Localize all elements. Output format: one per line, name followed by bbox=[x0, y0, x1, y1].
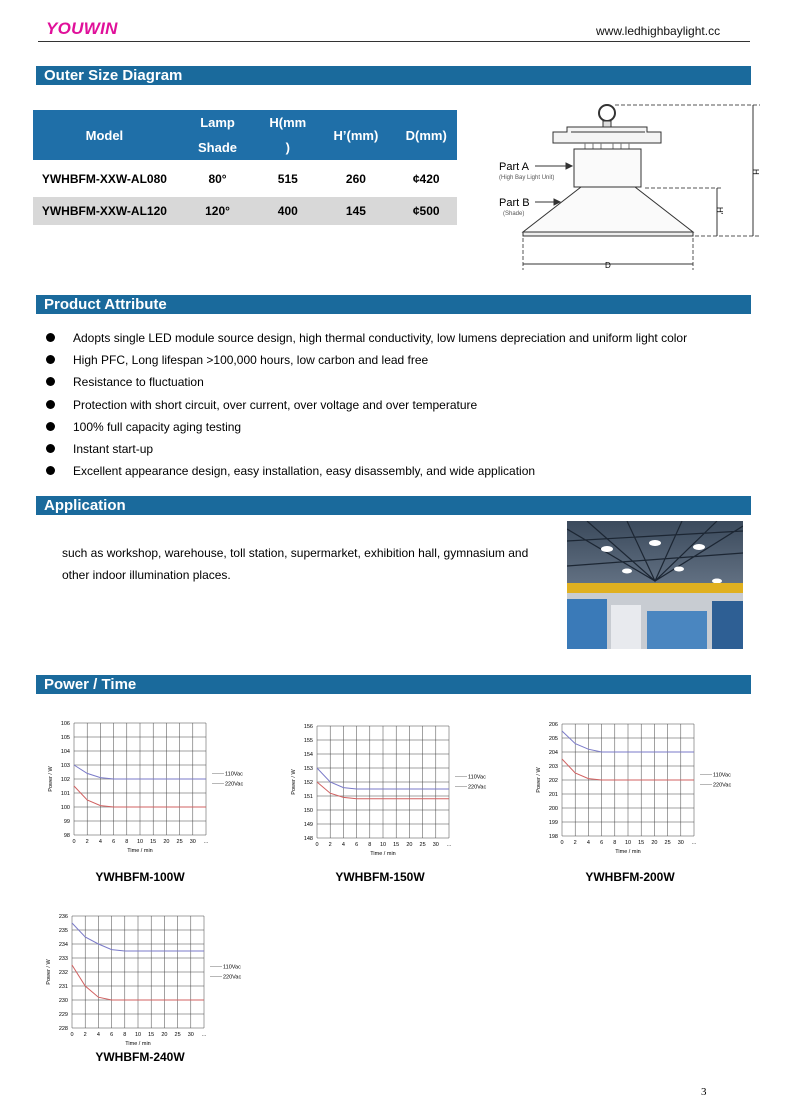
spec-table bbox=[33, 110, 457, 225]
x-tick-label: 4 bbox=[341, 842, 345, 848]
chart-title: YWHBFM-150W bbox=[335, 870, 425, 884]
table-row bbox=[33, 197, 457, 225]
y-tick-label: 198 bbox=[548, 834, 558, 840]
cell-lamp-shade: 120° bbox=[176, 197, 259, 225]
bullet-icon bbox=[46, 333, 55, 342]
power-chart-1 bbox=[40, 715, 260, 865]
part-b-sublabel: (Shade) bbox=[503, 211, 525, 217]
x-tick-label: 30 bbox=[187, 1032, 194, 1038]
cell-model: YWHBFM-XXW-AL080 bbox=[41, 171, 167, 186]
power-chart-4 bbox=[38, 908, 258, 1058]
outer-size-diagram bbox=[495, 100, 765, 275]
cell-h-prime: 145 bbox=[316, 197, 395, 225]
x-tick-label: 6 bbox=[355, 842, 359, 848]
cell-d: ¢500 bbox=[395, 197, 457, 225]
x-tick-label: 6 bbox=[110, 1032, 114, 1038]
x-tick-label: 15 bbox=[393, 842, 400, 848]
cell-h: 400 bbox=[259, 197, 316, 225]
y-tick-label: 203 bbox=[548, 764, 558, 770]
y-tick-label: 233 bbox=[58, 956, 68, 962]
legend-label: 110Vac bbox=[223, 964, 241, 971]
x-tick-label: 15 bbox=[148, 1032, 155, 1038]
header-h: H(mm bbox=[259, 110, 316, 135]
legend-label: 220Vac bbox=[713, 782, 732, 789]
legend-label: 110Vac bbox=[713, 772, 731, 779]
x-axis-label: Time / min bbox=[127, 848, 153, 854]
y-tick-label: 236 bbox=[58, 914, 68, 920]
y-tick-label: 202 bbox=[548, 778, 558, 784]
x-tick-label: 30 bbox=[432, 842, 439, 848]
x-axis-label: Time / min bbox=[125, 1041, 151, 1047]
section-title-power-time: Power / Time bbox=[36, 675, 751, 694]
x-tick-label: 10 bbox=[624, 840, 632, 846]
y-tick-label: 155 bbox=[303, 738, 313, 744]
x-axis-label: Time / min bbox=[370, 851, 396, 857]
y-tick-label: 151 bbox=[303, 794, 313, 800]
chart-title: YWHBFM-200W bbox=[585, 870, 675, 884]
brand-logo-text: YOUWIN bbox=[46, 19, 118, 38]
y-axis-label: Power / W bbox=[536, 767, 542, 793]
x-tick-label: 2 bbox=[328, 842, 332, 848]
x-tick-label: ... bbox=[203, 839, 209, 845]
x-tick-label: ... bbox=[446, 842, 452, 848]
x-tick-label: 10 bbox=[379, 842, 387, 848]
y-tick-label: 232 bbox=[58, 970, 68, 976]
part-a-sublabel: (High Bay Light Unit) bbox=[499, 175, 555, 181]
x-tick-label: 2 bbox=[85, 839, 89, 845]
x-tick-label: 15 bbox=[638, 840, 645, 846]
cell-h-prime: 260 bbox=[345, 171, 366, 186]
x-tick-label: 25 bbox=[176, 839, 183, 845]
cell-h: 515 bbox=[277, 171, 298, 186]
hanging-ring-icon bbox=[599, 105, 615, 121]
power-chart-3 bbox=[528, 716, 748, 866]
cell-d: ¢420 bbox=[412, 171, 440, 186]
x-tick-label: 25 bbox=[664, 840, 671, 846]
header-d: D(mm) bbox=[395, 110, 457, 160]
application-description: such as workshop, warehouse, toll station, supermarket, exhibition hall, gymnasium and other indoor illumination places. bbox=[62, 546, 529, 582]
part-a-label: Part A bbox=[499, 161, 529, 173]
y-tick-label: 234 bbox=[58, 942, 68, 948]
dimension-h-prime-label: H' bbox=[715, 207, 724, 215]
x-tick-label: 30 bbox=[189, 839, 196, 845]
x-tick-label: 30 bbox=[677, 840, 684, 846]
x-tick-label: 0 bbox=[72, 839, 76, 845]
header-divider bbox=[38, 41, 750, 42]
x-tick-label: 15 bbox=[150, 839, 157, 845]
bullet-icon bbox=[46, 377, 55, 386]
y-tick-label: 201 bbox=[548, 792, 558, 798]
header-shade: Shade bbox=[176, 135, 259, 160]
y-tick-label: 99 bbox=[63, 819, 70, 825]
x-tick-label: 0 bbox=[70, 1032, 74, 1038]
header-h-close: ) bbox=[259, 135, 316, 160]
cell-model: YWHBFM-XXW-AL120 bbox=[33, 197, 176, 225]
power-chart-2 bbox=[283, 718, 503, 868]
part-b-label: Part B bbox=[499, 197, 530, 209]
x-tick-label: 20 bbox=[651, 840, 658, 846]
x-tick-label: 20 bbox=[161, 1032, 168, 1038]
y-tick-label: 152 bbox=[303, 780, 313, 786]
website-url[interactable]: www.ledhighbaylight.cc bbox=[596, 24, 721, 38]
x-tick-label: 25 bbox=[419, 842, 426, 848]
y-tick-label: 231 bbox=[58, 984, 68, 990]
y-tick-label: 149 bbox=[303, 822, 313, 828]
bullet-icon bbox=[46, 466, 55, 475]
x-tick-label: 6 bbox=[112, 839, 116, 845]
x-tick-label: 20 bbox=[406, 842, 413, 848]
y-tick-label: 228 bbox=[58, 1026, 68, 1032]
y-tick-label: 204 bbox=[548, 750, 558, 756]
y-tick-label: 200 bbox=[548, 806, 558, 812]
x-tick-label: 8 bbox=[368, 842, 372, 848]
y-tick-label: 104 bbox=[60, 749, 70, 755]
x-tick-label: 20 bbox=[163, 839, 170, 845]
x-tick-label: 4 bbox=[98, 839, 102, 845]
y-tick-label: 229 bbox=[58, 1012, 68, 1018]
bullet-icon bbox=[46, 355, 55, 364]
x-tick-label: 10 bbox=[136, 839, 144, 845]
x-tick-label: ... bbox=[691, 840, 697, 846]
y-tick-label: 205 bbox=[548, 736, 558, 742]
cell-lamp-shade: 80° bbox=[208, 171, 227, 186]
y-tick-label: 100 bbox=[60, 805, 70, 811]
dimension-d-label: D bbox=[605, 261, 611, 270]
y-axis-label: Power / W bbox=[291, 769, 297, 795]
x-tick-label: 2 bbox=[573, 840, 577, 846]
y-tick-label: 230 bbox=[58, 998, 68, 1004]
header-lamp: Lamp bbox=[176, 110, 259, 135]
x-tick-label: 0 bbox=[315, 842, 319, 848]
y-tick-label: 156 bbox=[303, 724, 313, 730]
y-tick-label: 154 bbox=[303, 752, 313, 758]
x-tick-label: 6 bbox=[600, 840, 604, 846]
y-tick-label: 235 bbox=[58, 928, 68, 934]
x-tick-label: 8 bbox=[123, 1032, 127, 1038]
y-tick-label: 148 bbox=[303, 836, 313, 842]
warehouse-photo bbox=[567, 521, 743, 649]
header-model: Model bbox=[33, 110, 176, 160]
bullet-icon bbox=[46, 422, 55, 431]
y-tick-label: 98 bbox=[63, 833, 70, 839]
page-number: 3 bbox=[701, 1086, 707, 1098]
chart-title: YWHBFM-240W bbox=[95, 1050, 185, 1064]
y-tick-label: 199 bbox=[548, 820, 558, 826]
bullet-icon bbox=[46, 444, 55, 453]
x-tick-label: 10 bbox=[134, 1032, 142, 1038]
table-row bbox=[33, 160, 457, 197]
x-tick-label: 4 bbox=[96, 1032, 100, 1038]
header-h-prime: H’(mm) bbox=[316, 110, 395, 160]
x-tick-label: 8 bbox=[613, 840, 617, 846]
x-tick-label: 25 bbox=[174, 1032, 181, 1038]
y-tick-label: 101 bbox=[60, 791, 70, 797]
y-tick-label: 103 bbox=[60, 763, 70, 769]
x-tick-label: ... bbox=[201, 1032, 207, 1038]
chart-title: YWHBFM-100W bbox=[95, 870, 185, 884]
section-title-outer-size: Outer Size Diagram bbox=[36, 66, 751, 85]
legend-label: 220Vac bbox=[223, 974, 242, 981]
bullet-icon bbox=[46, 400, 55, 409]
y-tick-label: 150 bbox=[303, 808, 313, 814]
dimension-h-label: H bbox=[751, 169, 760, 175]
legend-label: 220Vac bbox=[225, 781, 244, 788]
legend-label: 220Vac bbox=[468, 784, 487, 791]
x-tick-label: 4 bbox=[586, 840, 590, 846]
legend-label: 110Vac bbox=[468, 774, 486, 781]
y-tick-label: 105 bbox=[60, 735, 70, 741]
x-tick-label: 0 bbox=[560, 840, 564, 846]
section-title-product-attribute: Product Attribute bbox=[36, 295, 751, 314]
x-tick-label: 8 bbox=[125, 839, 129, 845]
y-tick-label: 102 bbox=[60, 777, 70, 783]
y-tick-label: 206 bbox=[548, 722, 558, 728]
y-tick-label: 153 bbox=[303, 766, 313, 772]
y-axis-label: Power / W bbox=[46, 959, 52, 985]
section-title-application: Application bbox=[36, 496, 751, 515]
x-axis-label: Time / min bbox=[615, 849, 641, 855]
y-tick-label: 106 bbox=[60, 721, 70, 727]
y-axis-label: Power / W bbox=[48, 766, 54, 792]
legend-label: 110Vac bbox=[225, 771, 243, 778]
x-tick-label: 2 bbox=[83, 1032, 87, 1038]
